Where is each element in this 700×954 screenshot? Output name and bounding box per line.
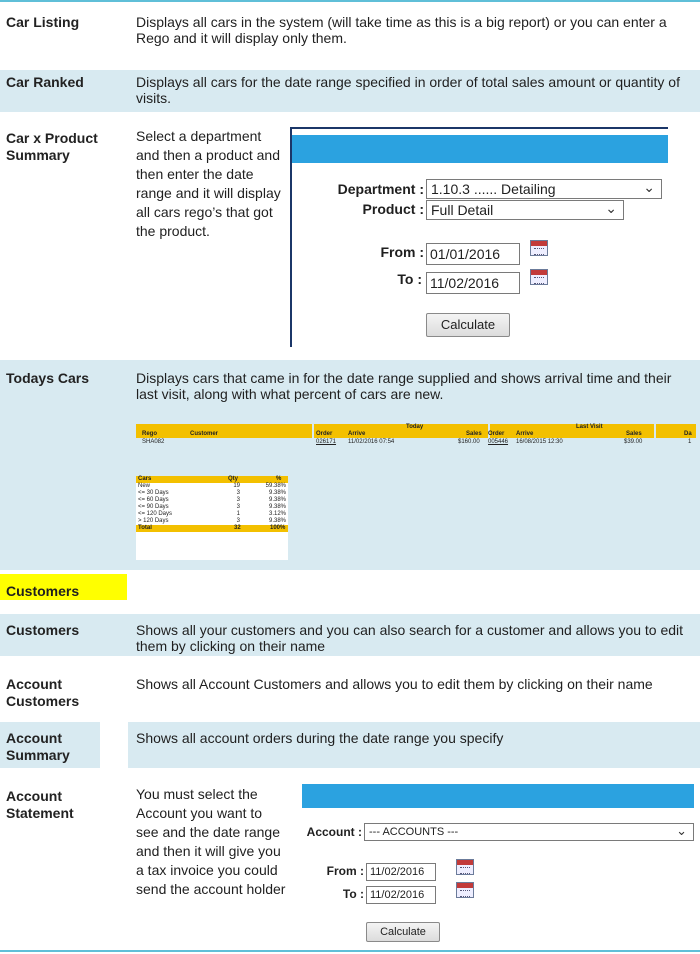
summary-cell: 3 <box>236 518 240 524</box>
row-label: Account Statement <box>6 788 74 821</box>
summary-cell: <= 60 Days <box>138 497 169 503</box>
report-cell: $39.00 <box>624 439 643 445</box>
summary-cell: > 120 Days <box>138 518 169 524</box>
summary-col-header: Cars <box>138 476 152 482</box>
summary-col-header: % <box>276 476 282 482</box>
row-todays-cars <box>0 360 700 570</box>
row-car-ranked <box>0 70 700 112</box>
account-value: --- ACCOUNTS --- <box>369 826 459 838</box>
summary-cell: 59.38% <box>265 483 286 489</box>
summary-cell: <= 120 Days <box>138 511 173 517</box>
report-cell: 11/02/2016 07:54 <box>348 439 395 445</box>
summary-cell: 19 <box>233 483 240 489</box>
calculate-button[interactable]: Calculate <box>426 313 510 337</box>
row-description: Displays all cars for the date range specified in order of total sales amount or quantity of visits. <box>128 70 700 112</box>
department-value: 1.10.3 ...... Detailing <box>431 181 556 197</box>
row-description: Shows all account orders during the date range you specify <box>128 722 700 768</box>
summary-cell: 9.38% <box>268 518 286 524</box>
row-label: Car Ranked <box>0 70 128 112</box>
from-label: From : <box>326 864 364 878</box>
row-description: Select a department and then a product and then enter the date range and it will display all cars rego’s that got the product. <box>136 128 281 239</box>
row-label: Account Summary <box>0 722 100 768</box>
summary-cell: New <box>138 483 151 489</box>
report-cell: $160.00 <box>458 439 480 445</box>
cars-summary-table <box>136 476 288 560</box>
report-col-header: Rego <box>142 431 157 437</box>
order-link[interactable]: 005446 <box>488 439 509 445</box>
report-col-header: Sales <box>466 431 482 437</box>
report-col-header: Arrive <box>348 431 366 437</box>
customers-section-heading: Customers <box>0 574 127 600</box>
to-date-input[interactable]: 11/02/2016 <box>426 272 520 294</box>
report-group-header: Today <box>406 424 424 430</box>
calculate-button[interactable]: Calculate <box>366 922 440 942</box>
todays-report-table <box>136 424 696 454</box>
from-label: From : <box>380 244 424 260</box>
summary-cell: 9.38% <box>268 504 286 510</box>
summary-col-header: Qty <box>228 476 239 482</box>
row-label: Account Customers <box>6 676 80 709</box>
chevron-down-icon: ⌄ <box>676 823 687 838</box>
to-label: To : <box>342 887 364 901</box>
product-select[interactable] <box>426 200 624 220</box>
to-label: To : <box>397 271 422 287</box>
row-account-summary <box>0 722 700 768</box>
statement-form-panel <box>296 784 694 952</box>
report-cell: 1 <box>688 439 692 445</box>
department-label: Department : <box>337 181 424 197</box>
calendar-icon[interactable] <box>456 859 474 875</box>
row-label: Customers <box>0 614 128 656</box>
form-header-bar <box>302 784 694 808</box>
calendar-icon[interactable] <box>456 882 474 898</box>
chevron-down-icon: ⌄ <box>643 179 655 195</box>
summary-cell: 3.12% <box>268 511 286 517</box>
product-form-panel <box>290 127 668 347</box>
report-cell: 16/08/2015 12:30 <box>516 439 563 445</box>
account-select[interactable] <box>364 823 694 841</box>
report-col-header: Order <box>488 431 505 437</box>
summary-total: Total <box>138 525 152 531</box>
bottom-divider <box>0 950 700 952</box>
row-label: Car Listing <box>6 14 80 30</box>
row-description: Shows all your customers and you can also search for a customer and allows you to edit them by clicking on their name <box>128 614 700 656</box>
form-header-bar <box>292 135 668 163</box>
report-col-header: Sales <box>626 431 642 437</box>
chevron-down-icon: ⌄ <box>605 200 617 216</box>
department-select[interactable] <box>426 179 662 199</box>
summary-cell: 3 <box>236 490 240 496</box>
top-divider <box>0 0 700 2</box>
report-col-header: Order <box>316 431 333 437</box>
summary-cell: <= 30 Days <box>138 490 169 496</box>
from-date-input[interactable]: 11/02/2016 <box>366 863 436 881</box>
row-account-customers <box>0 668 700 710</box>
row-car-listing <box>0 4 700 56</box>
report-cell: SHA082 <box>142 439 165 445</box>
report-col-header: Da <box>684 431 692 437</box>
product-label: Product : <box>362 201 424 217</box>
row-label: Todays Cars <box>0 360 128 570</box>
to-date-input[interactable]: 11/02/2016 <box>366 886 436 904</box>
product-value: Full Detail <box>431 202 494 218</box>
order-link[interactable]: 026171 <box>316 439 337 445</box>
row-description: Displays cars that came in for the date range supplied and shows arrival time and their last visit, along with what percent of cars are new. <box>128 360 700 570</box>
row-customers <box>0 614 700 656</box>
calendar-icon[interactable] <box>530 269 548 285</box>
summary-cell: 9.38% <box>268 497 286 503</box>
calendar-icon[interactable] <box>530 240 548 256</box>
row-description: You must select the Account you want to see and the date range and then it will give you a tax invoice you could send the account holder <box>136 786 286 897</box>
row-label: Car x Product Summary <box>6 130 98 163</box>
report-col-header: Arrive <box>516 431 534 437</box>
summary-cell: 3 <box>236 504 240 510</box>
summary-total: 32 <box>234 525 241 531</box>
row-description: Displays all cars in the system (will take time as this is a big report) or you can enter a Rego and it will display only them. <box>136 14 667 46</box>
account-label: Account : <box>306 825 362 839</box>
summary-cell: 9.38% <box>268 490 286 496</box>
row-description: Shows all Account Customers and allows you to edit them by clicking on their name <box>136 676 653 692</box>
summary-total: 100% <box>270 525 286 531</box>
summary-cell: 1 <box>236 511 240 517</box>
summary-cell: 3 <box>236 497 240 503</box>
summary-cell: <= 90 Days <box>138 504 169 510</box>
report-col-header: Customer <box>190 431 219 437</box>
report-group-header: Last Visit <box>576 424 603 430</box>
from-date-input[interactable]: 01/01/2016 <box>426 243 520 265</box>
